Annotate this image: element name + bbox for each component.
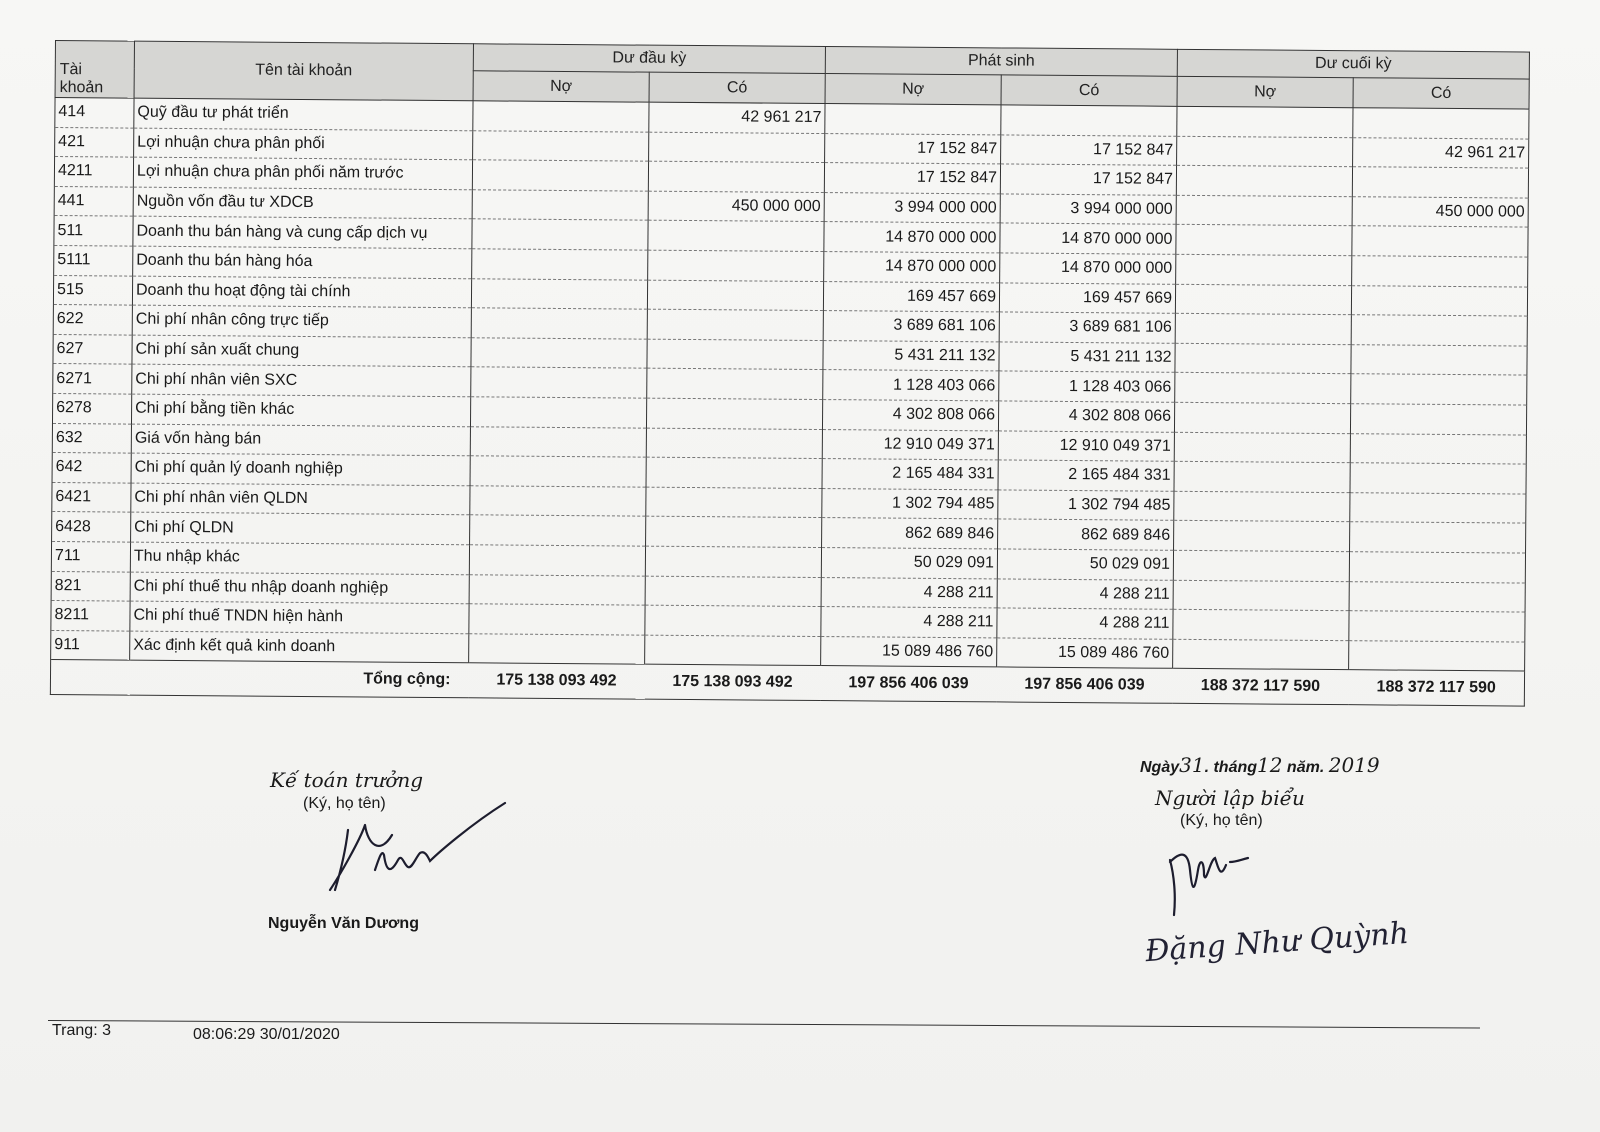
opening-debit-cell (473, 101, 649, 132)
closing-credit-cell: 450 000 000 (1352, 196, 1528, 227)
preparer-title: Người lập biểu (1155, 786, 1305, 810)
account-code: 414 (55, 98, 134, 128)
account-code: 5111 (54, 245, 133, 275)
account-name: Giá vốn hàng bán (131, 424, 470, 456)
total-opening-debit: 175 138 093 492 (468, 663, 644, 699)
opening-credit-cell (646, 516, 822, 547)
movement-credit-cell: 4 288 211 (997, 578, 1173, 609)
account-name: Lợi nhuận chưa phân phối (134, 128, 473, 160)
movement-credit-cell: 1 128 403 066 (999, 371, 1175, 402)
opening-debit-cell (470, 426, 646, 457)
movement-debit-cell: 15 089 486 760 (821, 636, 997, 667)
date-day: 31 (1179, 753, 1205, 777)
movement-credit-cell: 4 288 211 (997, 608, 1173, 639)
opening-debit-cell (471, 367, 647, 398)
movement-credit-cell: 15 089 486 760 (997, 638, 1173, 669)
closing-credit-cell (1350, 463, 1526, 494)
opening-debit-cell (470, 515, 646, 546)
closing-credit-cell (1349, 552, 1525, 583)
movement-credit-cell: 862 689 846 (998, 519, 1174, 550)
total-closing-credit: 188 372 117 590 (1348, 670, 1524, 706)
closing-debit-cell (1173, 550, 1349, 581)
movement-debit-cell: 1 302 794 485 (822, 488, 998, 519)
closing-credit-cell (1351, 315, 1527, 346)
opening-debit-cell (470, 456, 646, 487)
header-account-name: Tên tài khoản (134, 41, 473, 101)
closing-debit-cell (1175, 284, 1351, 315)
account-name: Xác định kết quả kinh doanh (130, 631, 469, 663)
opening-credit-cell (647, 339, 823, 370)
page-number: Trang: 3 (52, 1022, 111, 1039)
opening-credit-cell (645, 635, 821, 666)
movement-debit-cell: 14 870 000 000 (824, 222, 1000, 253)
closing-credit-cell (1352, 256, 1528, 287)
account-code: 711 (51, 541, 130, 571)
chief-accountant-signature (320, 795, 520, 905)
closing-credit-cell (1349, 611, 1525, 642)
account-name: Lợi nhuận chưa phân phối năm trước (133, 157, 472, 189)
total-movement-debit: 197 856 406 039 (820, 666, 996, 702)
opening-debit-cell (470, 397, 646, 428)
account-code: 642 (52, 453, 131, 483)
account-code: 821 (51, 571, 130, 601)
account-name: Chi phí nhân viên SXC (132, 364, 471, 396)
movement-credit-cell: 2 165 484 331 (998, 460, 1174, 491)
closing-credit-cell (1350, 404, 1526, 435)
closing-credit-cell (1353, 108, 1529, 139)
movement-debit-cell: 4 288 211 (821, 577, 997, 608)
opening-debit-cell (469, 633, 645, 664)
movement-credit-cell: 3 689 681 106 (999, 312, 1175, 343)
opening-credit-cell (648, 221, 824, 252)
opening-debit-cell (471, 308, 647, 339)
account-name: Chi phí thuế TNDN hiện hành (130, 601, 469, 633)
movement-credit-cell (1001, 105, 1177, 136)
account-name: Doanh thu bán hàng hóa (133, 246, 472, 278)
opening-credit-cell (646, 457, 822, 488)
opening-credit-cell (647, 280, 823, 311)
movement-debit-cell: 17 152 847 (824, 163, 1000, 194)
preparer-signature (1160, 840, 1280, 920)
account-name: Chi phí nhân viên QLDN (131, 483, 470, 515)
movement-credit-cell: 3 994 000 000 (1000, 194, 1176, 225)
account-name: Quỹ đầu tư phát triển (134, 98, 473, 130)
opening-credit-cell (646, 428, 822, 459)
closing-credit-cell (1351, 285, 1527, 316)
opening-debit-cell (470, 485, 646, 516)
closing-credit-cell (1352, 167, 1528, 198)
date-year-label: năm. (1282, 759, 1325, 776)
header-closing-debit: Nợ (1177, 77, 1353, 108)
opening-debit-cell (469, 604, 645, 635)
movement-debit-cell: 4 302 808 066 (822, 399, 998, 430)
closing-debit-cell (1176, 225, 1352, 256)
closing-debit-cell (1176, 254, 1352, 285)
closing-credit-cell (1350, 492, 1526, 523)
movement-debit-cell: 2 165 484 331 (822, 459, 998, 490)
opening-credit-cell (646, 398, 822, 429)
closing-debit-cell (1175, 313, 1351, 344)
closing-debit-cell (1175, 373, 1351, 404)
movement-debit-cell: 3 994 000 000 (824, 192, 1000, 223)
movement-debit-cell: 14 870 000 000 (824, 252, 1000, 283)
movement-debit-cell: 5 431 211 132 (823, 340, 999, 371)
chief-accountant-title: Kế toán trưởng (270, 768, 424, 792)
account-code: 627 (53, 334, 132, 364)
closing-debit-cell (1176, 165, 1352, 196)
movement-debit-cell (825, 104, 1001, 135)
closing-credit-cell (1350, 433, 1526, 464)
account-name: Chi phí nhân công trực tiếp (132, 305, 471, 337)
closing-debit-cell (1174, 521, 1350, 552)
opening-debit-cell (473, 130, 649, 161)
account-name: Thu nhập khác (130, 542, 469, 574)
closing-credit-cell (1352, 226, 1528, 257)
account-code: 911 (51, 630, 130, 660)
movement-credit-cell: 5 431 211 132 (999, 342, 1175, 373)
date-day-label: Ngày (1140, 759, 1180, 776)
date-month-label: . tháng (1204, 759, 1258, 776)
opening-debit-cell (472, 190, 648, 221)
total-opening-credit: 175 138 093 492 (644, 664, 820, 700)
opening-credit-cell (645, 605, 821, 636)
account-name: Chi phí quản lý doanh nghiệp (131, 453, 470, 485)
closing-credit-cell (1349, 581, 1525, 612)
closing-debit-cell (1174, 402, 1350, 433)
opening-credit-cell (648, 250, 824, 281)
preparer-note: (Ký, họ tên) (1180, 812, 1263, 829)
opening-debit-cell (472, 219, 648, 250)
account-code: 515 (53, 275, 132, 305)
total-movement-credit: 197 856 406 039 (996, 667, 1172, 703)
opening-debit-cell (472, 249, 648, 280)
header-opening-credit: Có (649, 72, 825, 103)
closing-credit-cell: 42 961 217 (1353, 137, 1529, 168)
account-code: 4211 (54, 157, 133, 187)
header-opening-debit: Nợ (473, 71, 649, 102)
closing-credit-cell (1350, 522, 1526, 553)
movement-debit-cell: 169 457 669 (823, 281, 999, 312)
movement-debit-cell: 17 152 847 (825, 133, 1001, 164)
opening-credit-cell: 42 961 217 (649, 102, 825, 133)
movement-debit-cell: 1 128 403 066 (823, 370, 999, 401)
movement-credit-cell: 14 870 000 000 (1000, 223, 1176, 254)
movement-debit-cell: 3 689 681 106 (823, 311, 999, 342)
movement-debit-cell: 4 288 211 (821, 607, 997, 638)
date-year: 2019 (1328, 753, 1380, 777)
header-account: Tài khoản (55, 41, 134, 99)
header-closing-credit: Có (1353, 78, 1529, 109)
chief-accountant-name: Nguyễn Văn Dương (268, 915, 419, 932)
date-month: 12 (1257, 753, 1283, 777)
account-code: 6428 (52, 512, 131, 542)
account-name: Chi phí QLDN (131, 512, 470, 544)
total-closing-debit: 188 372 117 590 (1172, 669, 1348, 705)
opening-debit-cell (471, 338, 647, 369)
opening-credit-cell (648, 161, 824, 192)
closing-debit-cell (1175, 343, 1351, 374)
movement-credit-cell: 169 457 669 (999, 282, 1175, 313)
closing-debit-cell (1177, 106, 1353, 137)
account-code: 632 (52, 423, 131, 453)
account-code: 6421 (52, 482, 131, 512)
movement-credit-cell: 4 302 808 066 (998, 401, 1174, 432)
account-code: 441 (54, 186, 133, 216)
account-code: 8211 (51, 601, 130, 631)
opening-debit-cell (471, 278, 647, 309)
account-code: 6278 (52, 393, 131, 423)
closing-debit-cell (1174, 461, 1350, 492)
movement-credit-cell: 14 870 000 000 (1000, 253, 1176, 284)
movement-credit-cell: 17 152 847 (1000, 164, 1176, 195)
closing-debit-cell (1173, 609, 1349, 640)
opening-credit-cell (646, 487, 822, 518)
closing-debit-cell (1173, 580, 1349, 611)
header-movement-credit: Có (1001, 75, 1177, 106)
opening-credit-cell (647, 309, 823, 340)
account-code: 511 (54, 216, 133, 246)
closing-credit-cell (1351, 374, 1527, 405)
opening-credit-cell (647, 369, 823, 400)
opening-credit-cell (645, 576, 821, 607)
movement-credit-cell: 1 302 794 485 (998, 490, 1174, 521)
closing-debit-cell (1177, 136, 1353, 167)
opening-debit-cell (469, 545, 645, 576)
header-movement: Phát sinh (825, 47, 1177, 77)
account-code: 421 (55, 127, 134, 157)
movement-credit-cell: 12 910 049 371 (998, 430, 1174, 461)
closing-debit-cell (1176, 195, 1352, 226)
header-movement-debit: Nợ (825, 74, 1001, 105)
closing-credit-cell (1349, 640, 1525, 671)
movement-credit-cell: 17 152 847 (1001, 135, 1177, 166)
account-name: Nguồn vốn đầu tư XDCB (133, 187, 472, 219)
opening-credit-cell: 450 000 000 (648, 191, 824, 222)
movement-debit-cell: 12 910 049 371 (822, 429, 998, 460)
account-name: Chi phí thuế thu nhập doanh nghiệp (130, 572, 469, 604)
account-name: Doanh thu bán hàng và cung cấp dịch vụ (133, 216, 472, 248)
total-label: Tổng cộng: (50, 660, 468, 698)
chief-accountant-note: (Ký, họ tên) (303, 795, 386, 812)
movement-debit-cell: 862 689 846 (822, 518, 998, 549)
opening-debit-cell (469, 574, 645, 605)
opening-debit-cell (472, 160, 648, 191)
account-name: Doanh thu hoạt động tài chính (132, 276, 471, 308)
report-date (1140, 753, 1380, 777)
header-closing-balance: Dư cuối kỳ (1177, 49, 1529, 79)
movement-debit-cell: 50 029 091 (821, 547, 997, 578)
opening-credit-cell (649, 132, 825, 163)
preparer-handwritten-name: Đặng Như Quỳnh (1144, 915, 1411, 970)
closing-debit-cell (1174, 432, 1350, 463)
closing-debit-cell (1174, 491, 1350, 522)
account-code: 6271 (53, 364, 132, 394)
movement-credit-cell: 50 029 091 (997, 549, 1173, 580)
opening-credit-cell (645, 546, 821, 577)
closing-credit-cell (1351, 344, 1527, 375)
account-name: Chi phí bằng tiền khác (131, 394, 470, 426)
trial-balance-table (50, 40, 1530, 707)
print-timestamp: 08:06:29 30/01/2020 (193, 1026, 340, 1043)
closing-debit-cell (1173, 639, 1349, 670)
header-opening-balance: Dư đầu kỳ (473, 44, 825, 74)
account-code: 622 (53, 305, 132, 335)
account-name: Chi phí sản xuất chung (132, 335, 471, 367)
